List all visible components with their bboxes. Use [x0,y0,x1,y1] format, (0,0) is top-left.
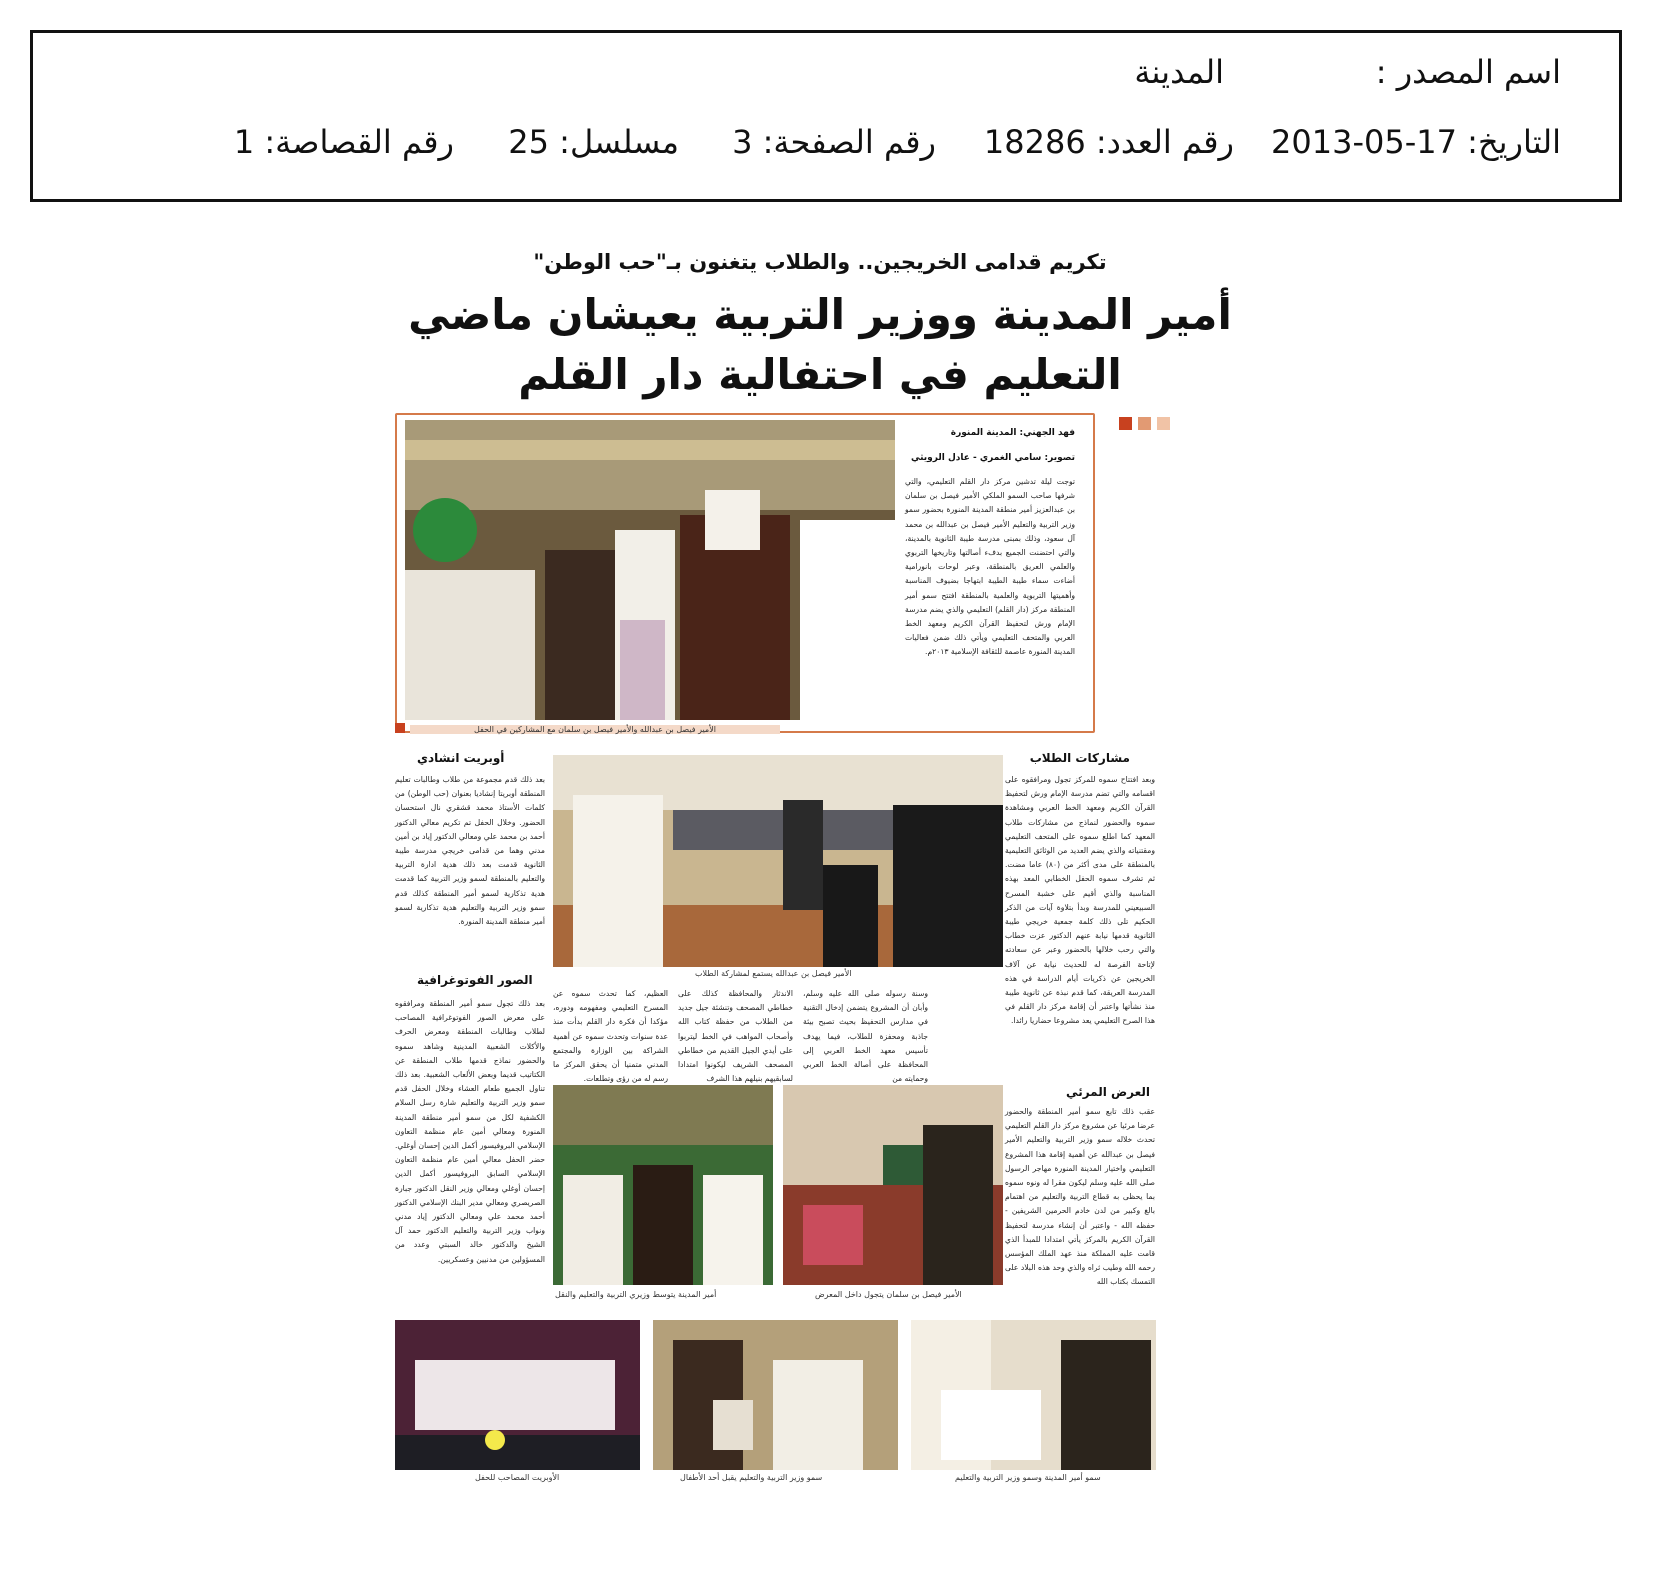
visit-photo-caption: سمو أمير المدينة وسمو وزير التربية والتعليم [955,1473,1101,1482]
byline-photographer: تصوير: سامي الغمري - عادل الرويثي [911,453,1075,463]
officials-photo [553,1085,773,1285]
child-photo-caption: سمو وزير التربية والتعليم يقبل أحد الأطفال [680,1473,823,1482]
lead-text: توجت ليلة تدشين مركز دار القلم التعليمي، والتي شرفها صاحب السمو الملكي الأمير فيصل بن سلمان بن عبدالعزيز أمير منطقة المدينة المنورة بحضور سمو وزير التربية والتعليم الأمير فيصل بن عبدالله بن محمد آل سعود، وذلك بمبنى مدرسة طيبة الثانوية بالمدينة، والتي احتضنت الجميع بدفء أصالتها وتاريخها التربوي والعلمي العريق بالمنطقة، وعبر لوحات بانورامية أضاءت سماء طيبة الطيبة ابتهاجا بضيوف المناسبة وأهميتها التربوية والعلمية بالمنطقة افتتح سمو أمير المنطقة مركز (دار القلم) التعليمي والذي يضم مدرسة الإمام ورش لتحفيظ القرآن الكريم ومعهد الخط العربي والمتحف التعليمي ويأتي ذلك ضمن فعاليات المدينة المنورة عاصمة للثقافة الإسلامية ٢٠١٣م. [905,477,1075,657]
source-value: المدينة [1134,53,1224,91]
students-photo [553,755,1003,967]
exhibition-photo [783,1085,1003,1285]
visit-photo [911,1320,1156,1470]
main-photo-caption: الأمير فيصل بن عبدالله والأمير فيصل بن سلمان مع المشاركين في الحفل [410,725,780,734]
operetta-text: بعد ذلك قدم مجموعة من طلاب وطالبات تعليم المنطقة أوبريتا إنشاديا بعنوان (حب الوطن) من كلمات الأستاذ محمد قشقري نال استحسان الحضور. وخلال الحفل تم تكريم معالي الدكتور أحمد بن محمد علي ومعالي الدكتور إياد بن أمين مدني وهما من قدامى خريجي مدرسة طيبة الثانوية قدمت بعد ذلك هدية ادارة التربية والتعليم بالمنطقة لسمو وزير التربية كما قدمت هدية تذكارية لسمو أمير المنطقة كذلك قدم سمو وزير التربية والتعليم هدية تذكارية لسمو أمير منطقة المدينة المنورة. [395,775,545,927]
serial-number: مسلسل: 25 [508,123,679,161]
middle-text-2: الاندثار والمحافظة كذلك على خطاطي المصحف وتنشئة جيل جديد من الطلاب من حفظة كتاب الله وأصحاب المواهب في الخط ليتربوا على أيدي الجيل القديم من خطاطي المصحف الشريف ليكونوا امتدادا لسابقيهم بنيلهم هذا الشرف [678,989,793,1084]
subhead-exhibit: العرض المرئي [1066,1085,1150,1099]
byline-reporter: فهد الجهني: المدينة المنورة [950,428,1075,438]
subhead-operetta: أوبريت انشادي [417,751,505,765]
child-photo [653,1320,898,1470]
main-photo [405,420,895,720]
issue-number: رقم العدد: 18286 [983,123,1234,161]
exhibition-photo-caption: الأمير فيصل بن سلمان يتجول داخل المعرض [815,1290,962,1299]
clipping-header [30,30,1622,202]
subhead-photos: الصور الفوتوغرافية [417,973,533,987]
subhead-students: مشاركات الطلاب [1029,751,1130,765]
operetta-photo [395,1320,640,1470]
students-photo-caption: الأمير فيصل بن عبدالله يستمع لمشاركة الطلاب [695,969,852,978]
decor-square-light [1157,417,1170,430]
newspaper-clipping [395,245,1245,1575]
source-label: اسم المصدر : [1375,53,1561,91]
middle-text-3: العظيم، كما تحدث سموه عن المسرح التعليمي ومفهومه ودوره، مؤكدا أن فكرة دار القلم بدأت منذ عدة سنوات وتحدث سموه عن أهمية الشراكة بين الوزارة والمجتمع المدني متمنيا أن يحقق المركز ما رسم له من رؤى وتطلعات. [553,989,668,1084]
date-field: التاريخ: 17-05-2013 [1271,123,1561,161]
operetta-photo-caption: الأوبريت المصاحب للحفل [475,1473,560,1482]
clip-number: رقم القصاصة: 1 [233,123,454,161]
headline-line-2: التعليم في احتفالية دار القلم [518,350,1122,399]
decor-square-dark [1119,417,1132,430]
middle-text-1: وسنة رسوله صلى الله عليه وسلم، وأبان أن المشروع يتضمن إدخال التقنية في مدارس التحفيظ بحيث تصبح بيئة جاذبة ومحفزة للطلاب، فيما يهدف تأسيس معهد الخط العربي إلى المحافظة على أصالة الخط العربي وحمايته من [803,989,928,1084]
decor-square-mid [1138,417,1151,430]
officials-photo-caption: أمير المدينة يتوسط وزيري التربية والتعليم والنقل [555,1290,717,1299]
photos-text: بعد ذلك تجول سمو أمير المنطقة ومرافقوه على معرض الصور الفوتوغرافية المصاحب لطلاب وطالبات المنطقة ومعرض الحرف والأكلات الشعبية المدينية وشاهد سموه والحضور نماذج قدمها طلاب المنطقة عن الكتاتيب قديما وبعض الألعاب الشعبية. بعد ذلك تناول الجميع طعام العشاء وخلال الحفل قدم سمو وزير التربية والتعليم شارة رسل السلام الكشفية لكل من سمو أمير منطقة المدينة المنورة ومعالي أمين عام منظمة التعاون الإسلامي البروفيسور أكمل الدين إحسان أوغلي. حضر الحفل معالي أمين عام منظمة التعاون الإسلامي السابق البروفيسور أكمل الدين إحسان أوغلي ومعالي وزير النقل الدكتور جبارة الصريصري ومعالي مدير البنك الإسلامي الدكتور أحمد محمد علي ومعالي الدكتور إياد مدني ونواب وزير التربية والتعليم الدكتور حمد آل الشيخ والدكتور خالد السبتي وعدد من المسؤولين من مدنيين وعسكريين. [395,999,545,1264]
article-kicker: تكريم قدامى الخريجين.. والطلاب يتغنون بـ"حب الوطن" [533,250,1107,274]
students-text: وبعد افتتاح سموه للمركز تجول ومرافقوه على اقسامه والتي تضم مدرسة الإمام ورش لتحفيظ القرآن الكريم ومعهد الخط العربي ومشاهدة سموه والحضور لنماذج من مشاركات طلاب المعهد كما اطلع سموه على المتحف التعليمي ومقتنياته والذي يضم العديد من الوثائق التعليمية بالمنطقة على مدى أكثر من (٨٠) عاما مضت. ثم تشرف سموه الحفل الخطابي المعد بهذه المناسبة والذي أقيم على خشبة المسرح السبيعيني للمدرسة وبدأ بتلاوة آيات من الذكر الحكيم تلى ذلك كلمة جمعية خريجي طيبة الثانوية قدمها نيابة عنهم الدكتور عزت خطاب والتي رحب خلالها بالحضور وعبر عن سعادته لإتاحة الفرصة له للحديث نيابة عن آلاف الخريجين عن ذكريات أيام الدراسة في هذه المدرسة العريقة، كما قدم نبذة عن ثانوية طيبة منذ نشأتها واعتبر أن إقامة مركز دار القلم في هذا الصرح التعليمي يعد مشروعا حضاريا رائدا. [1005,775,1155,1026]
headline-line-1: أمير المدينة ووزير التربية يعيشان ماضي [408,290,1232,339]
page-number: رقم الصفحة: 3 [732,123,936,161]
exhibit-text: عقب ذلك تابع سمو أمير المنطقة والحضور عرضا مرئيا عن مشروع مركز دار القلم التعليمي تحدث خلاله سمو وزير التربية والتعليم الأمير فيصل بن عبدالله عن أهمية إقامة هذا المشروع التعليمي واختيار المدينة المنورة مهاجر الرسول صلى الله عليه وسلم ليكون مقرا له ونوه سموه بما يحظى به قطاع التربية والتعليم من اهتمام بالغ وكبير من لدن خادم الحرمين الشريفين - حفظه الله - واعتبر أن إنشاء مدرسة لتحفيظ القرآن الكريم بالمركز يأتي امتدادا للمبدأ الذي قامت عليه المملكة منذ عهد الملك المؤسس رحمه الله وطيب ثراه والذي وحد هذه البلاد على التمسك بكتاب الله [1005,1107,1155,1287]
